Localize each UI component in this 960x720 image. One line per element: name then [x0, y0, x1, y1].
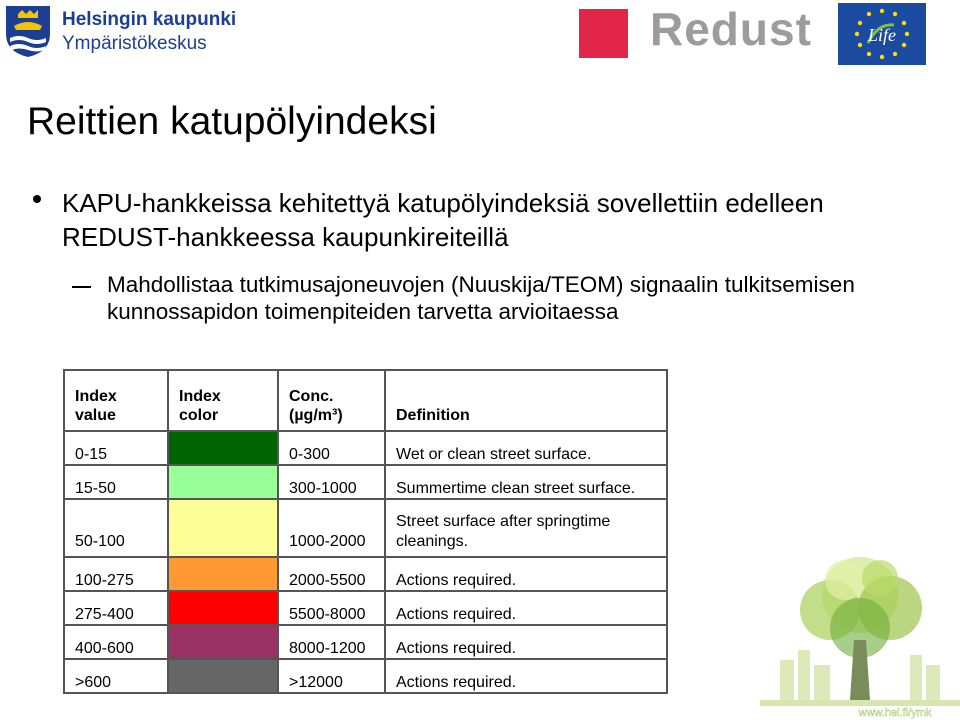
definition-line: Street surface after springtime: [396, 513, 611, 530]
header-text: Index: [179, 388, 221, 405]
cell-concentration: 300-1000: [278, 465, 385, 499]
header-text: value: [75, 407, 116, 424]
dust-index-table: [63, 369, 668, 694]
cell-color-swatch: [168, 465, 278, 499]
footer-url: www.hel.fi/ymk: [858, 707, 932, 719]
table-row: [64, 659, 667, 693]
header-concentration: [278, 370, 385, 431]
cell-definition: Summertime clean street surface.: [385, 465, 667, 499]
redust-logo-square: [579, 9, 628, 58]
life-logo-text: Life: [867, 25, 897, 45]
cell-index-value: 100-275: [64, 557, 168, 591]
header-index-value: [64, 370, 168, 431]
cell-definition: Actions required.: [385, 659, 667, 693]
sub-bullet-dash-icon: [72, 286, 91, 288]
cell-concentration: >12000: [278, 659, 385, 693]
header-text: Conc.: [289, 388, 334, 405]
table-row: [64, 625, 667, 659]
cell-concentration: 1000-2000: [278, 499, 385, 557]
cell-color-swatch: [168, 625, 278, 659]
header-index-color: [168, 370, 278, 431]
redust-logo: Redust: [650, 3, 812, 55]
cell-color-swatch: [168, 499, 278, 557]
cell-concentration: 2000-5500: [278, 557, 385, 591]
cell-concentration: 5500-8000: [278, 591, 385, 625]
helsinki-crest-icon: [4, 4, 52, 58]
cell-color-swatch: [168, 557, 278, 591]
cell-concentration: 0-300: [278, 431, 385, 465]
org-department: Ympäristökeskus: [62, 33, 207, 54]
header-text: color: [179, 407, 219, 424]
table-row: [64, 499, 667, 557]
bullet-dot-icon: [33, 195, 41, 203]
cell-index-value: 0-15: [64, 431, 168, 465]
cell-color-swatch: [168, 591, 278, 625]
cell-color-swatch: [168, 431, 278, 465]
header-text: Index: [75, 388, 117, 405]
table-row: [64, 557, 667, 591]
bullet-text: KAPU-hankkeissa kehitettyä katupölyindeksiä sovellettiin edelleen REDUST-hankkeessa kaupunkireiteillä: [62, 188, 824, 252]
table-row: [64, 591, 667, 625]
cell-index-value: 400-600: [64, 625, 168, 659]
cell-index-value: 275-400: [64, 591, 168, 625]
cell-index-value: 50-100: [64, 499, 168, 557]
cell-concentration: 8000-1200: [278, 625, 385, 659]
sub-bullet-text: Mahdollistaa tutkimusajoneuvojen (Nuuskija/TEOM) signaalin tulkitsemisen kunnossapidon toimenpiteiden tarvetta arvioitaessa: [107, 272, 855, 324]
header-text: (µg/m³): [289, 407, 343, 424]
helsinki-logo: [4, 4, 240, 60]
tree-city-illustration: [760, 540, 960, 720]
cell-index-value: 15-50: [64, 465, 168, 499]
table-header-row: [64, 370, 667, 431]
table-row: [64, 465, 667, 499]
cell-definition: Actions required.: [385, 591, 667, 625]
cell-color-swatch: [168, 659, 278, 693]
cell-definition: Wet or clean street surface.: [385, 431, 667, 465]
cell-definition: Actions required.: [385, 625, 667, 659]
eu-life-logo-icon: [838, 3, 926, 65]
slide-title: Reittien katupölyindeksi: [27, 100, 437, 143]
cell-index-value: >600: [64, 659, 168, 693]
header-definition: Definition: [385, 370, 667, 431]
table-row: [64, 431, 667, 465]
org-name: Helsingin kaupunki: [62, 9, 237, 30]
cell-definition: Actions required.: [385, 557, 667, 591]
cell-definition: [385, 499, 667, 557]
definition-line: cleanings.: [396, 533, 469, 550]
